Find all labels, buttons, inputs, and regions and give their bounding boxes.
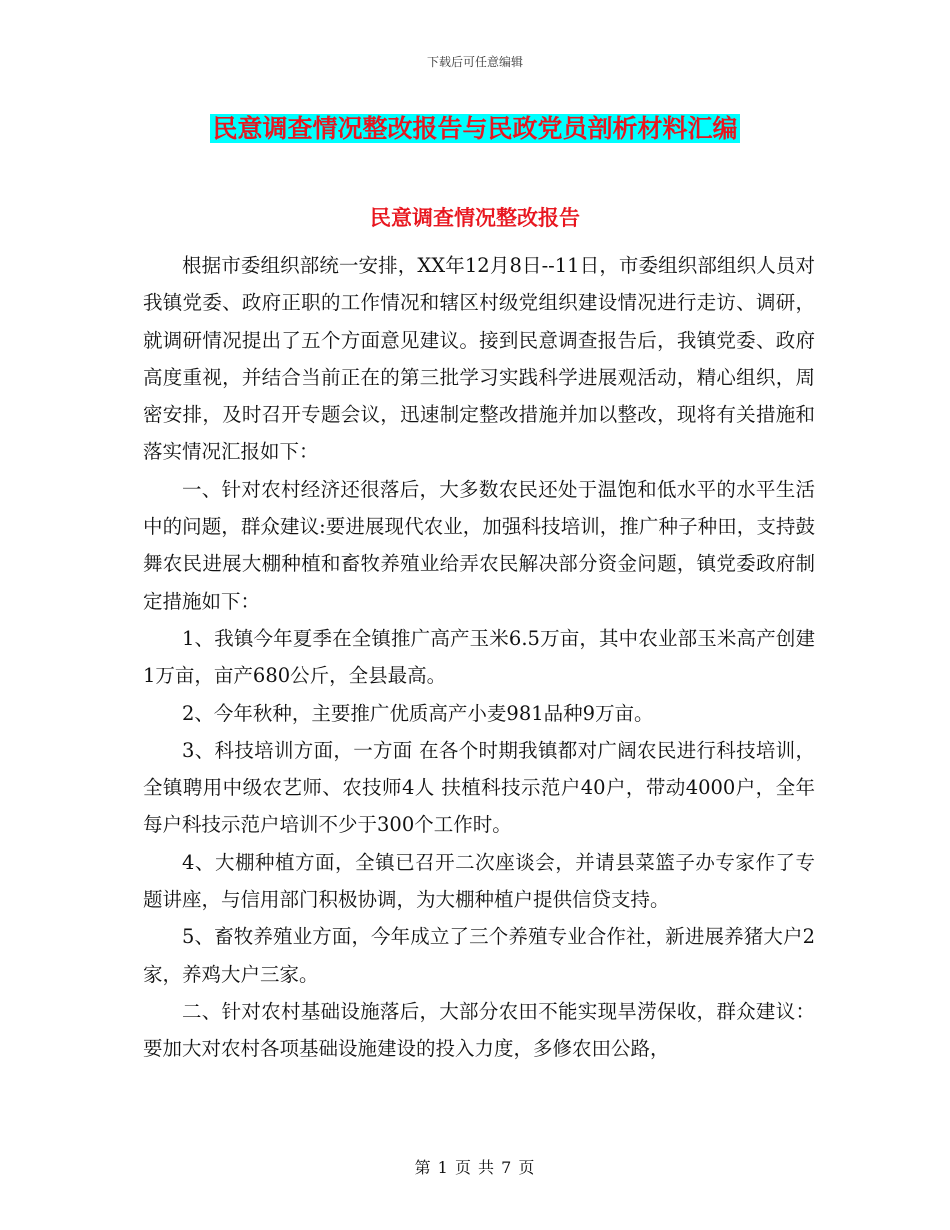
paragraph: 4、大棚种植方面，全镇已召开二次座谈会，并请县菜篮子办专家作了专题讲座，与信用部门积极协调，为大棚种植户提供信贷支持。 [143, 850, 815, 912]
header-note: 下载后可任意编辑 [426, 55, 523, 69]
paragraph: 5、畜牧养殖业方面，今年成立了三个养殖专业合作社，新进展养猪大户2家，养鸡大户三家。 [143, 925, 815, 986]
main-title-text: 民意调查情况整改报告与民政党员剖析材料汇编 [212, 114, 738, 143]
paragraph: 3、科技培训方面，一方面 在各个时期我镇都对广阔农民进行科技培训，全镇聘用中级农艺师、农技师4人 扶植科技示范户40户，带动4000户，全年每户科技示范户培训不少于300个工作时。 [143, 738, 815, 837]
paragraph: 二、针对农村基础设施落后，大部分农田不能实现旱涝保收，群众建议：要加大对农村各项基础设施建设的投入力度，多修农田公路， [143, 999, 815, 1061]
document-body [143, 247, 815, 1068]
paragraph: 根据市委组织部统一安排，XX年12月8日--11日，市委组织部组织人员对我镇党委、政府正职的工作情况和辖区村级党组织建设情况进行走访、调研，就调研情况提出了五个方面意见建议。接到民意调查报告后，我镇党委、政府高度重视，并结合当前正在的第三批学习实践科学进展观活动，精心组织，周密安排，及时召开专题会议，迅速制定整改措施并加以整改，现将有关措施和落实情况汇报如下： [143, 254, 815, 464]
document-sub-title: 民意调查情况整改报告 [370, 205, 580, 230]
document-main-title [0, 112, 950, 146]
paragraph: 2、今年秋种，主要推广优质高产小麦981品种9万亩。 [182, 701, 654, 725]
page-number-footer: 第 1 页 共 7 页 [414, 1158, 536, 1177]
paragraph: 一、针对农村经济还很落后，大多数农民还处于温饱和低水平的水平生活中的问题，群众建议:要进展现代农业，加强科技培训，推广种子种田，支持鼓舞农民进展大棚种植和畜牧养殖业给弄农民解决部分资金问题，镇党委政府制定措施如下： [143, 477, 815, 613]
paragraph: 1、我镇今年夏季在全镇推广高产玉米6.5万亩，其中农业部玉米高产创建1万亩，亩产680公斤，全县最高。 [143, 626, 815, 688]
